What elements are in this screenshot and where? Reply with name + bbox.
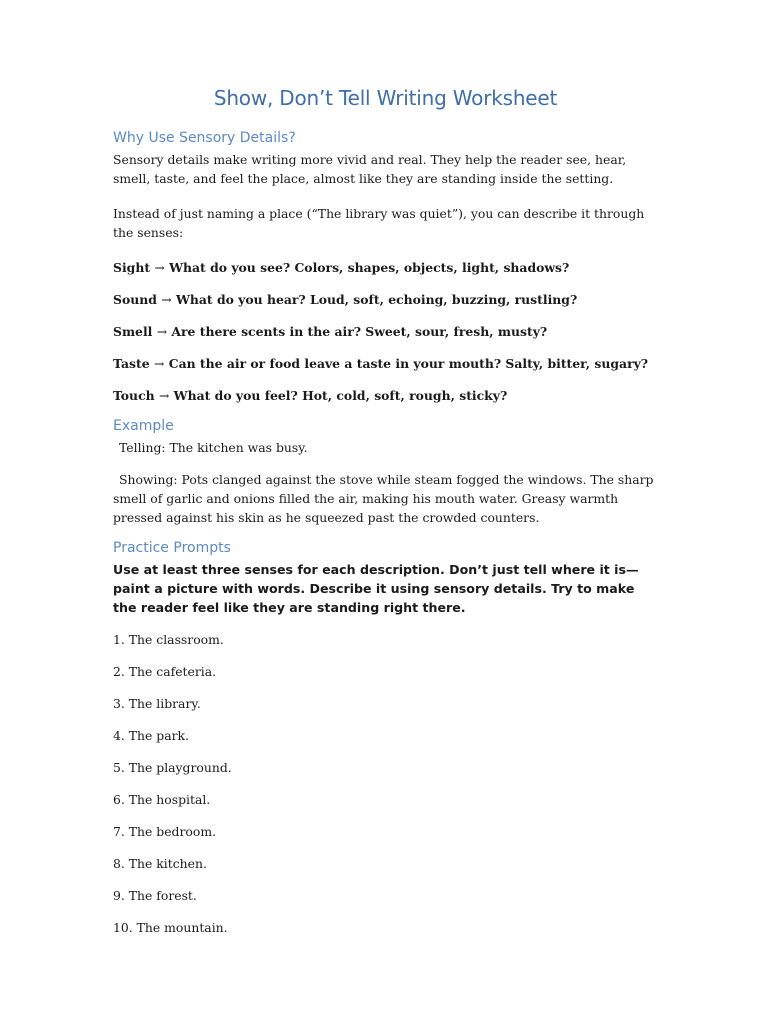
- example-telling: Telling: The kitchen was busy.: [119, 440, 308, 455]
- sense-text: Are there scents in the air? Sweet, sour, fresh, musty?: [171, 324, 548, 339]
- sense-text: What do you feel? Hot, cold, soft, rough, sticky?: [173, 388, 508, 403]
- sense-sound: [113, 290, 658, 309]
- why-heading: Why Use Sensory Details?: [113, 130, 296, 146]
- sense-text: What do you see? Colors, shapes, objects, light, shadows?: [169, 260, 570, 275]
- sense-smell: [113, 322, 658, 341]
- prompt-item: 3. The library.: [113, 696, 201, 711]
- example-showing: Showing: Pots clanged against the stove while steam fogged the windows. The sharp smell of garlic and onions filled the air, making his mouth water. Greasy warmth pressed against his skin as he squeezed past the crowded counters.: [113, 472, 654, 525]
- prompt-item: 6. The hospital.: [113, 792, 211, 807]
- worksheet-page: [113, 86, 658, 950]
- sense-taste: [113, 354, 658, 373]
- sense-name: Touch: [113, 388, 155, 403]
- arrow-icon: →: [161, 292, 172, 307]
- why-section: [113, 130, 658, 405]
- arrow-icon: →: [153, 356, 165, 371]
- sense-name: Sound: [113, 292, 157, 307]
- sense-name: Smell: [113, 324, 153, 339]
- prompt-item: 9. The forest.: [113, 888, 197, 903]
- sense-name: Taste: [113, 356, 150, 371]
- example-section: [113, 418, 658, 527]
- practice-section: [113, 540, 658, 937]
- prompt-item: 8. The kitchen.: [113, 856, 207, 871]
- why-paragraph-1: Sensory details make writing more vivid and real. They help the reader see, hear, smell, taste, and feel the place, almost like they are standing inside the setting.: [113, 152, 627, 186]
- arrow-icon: →: [156, 324, 168, 339]
- sense-touch: [113, 386, 658, 405]
- prompt-item: 5. The playground.: [113, 760, 232, 775]
- prompt-item: 2. The cafeteria.: [113, 664, 217, 679]
- arrow-icon: →: [154, 260, 165, 275]
- practice-heading: Practice Prompts: [113, 540, 231, 556]
- practice-intro: Use at least three senses for each description. Don’t just tell where it is—paint a picture with words. Describe it using sensory details. Try to make the reader feel like they are standing right there.: [113, 562, 639, 615]
- why-paragraph-2: Instead of just naming a place (“The library was quiet”), you can describe it through the senses:: [113, 206, 645, 240]
- prompt-item: 4. The park.: [113, 728, 189, 743]
- prompt-item: 7. The bedroom.: [113, 824, 217, 839]
- prompt-item: 10. The mountain.: [113, 920, 228, 935]
- sense-text: What do you hear? Loud, soft, echoing, buzzing, rustling?: [175, 292, 578, 307]
- arrow-icon: →: [158, 388, 170, 403]
- prompt-item: 1. The classroom.: [113, 632, 224, 647]
- sense-text: Can the air or food leave a taste in your mouth? Salty, bitter, sugary?: [168, 356, 649, 371]
- sense-sight: [113, 258, 658, 277]
- page-title: Show, Don’t Tell Writing Worksheet: [213, 86, 558, 110]
- sense-name: Sight: [113, 260, 151, 275]
- example-heading: Example: [113, 418, 174, 434]
